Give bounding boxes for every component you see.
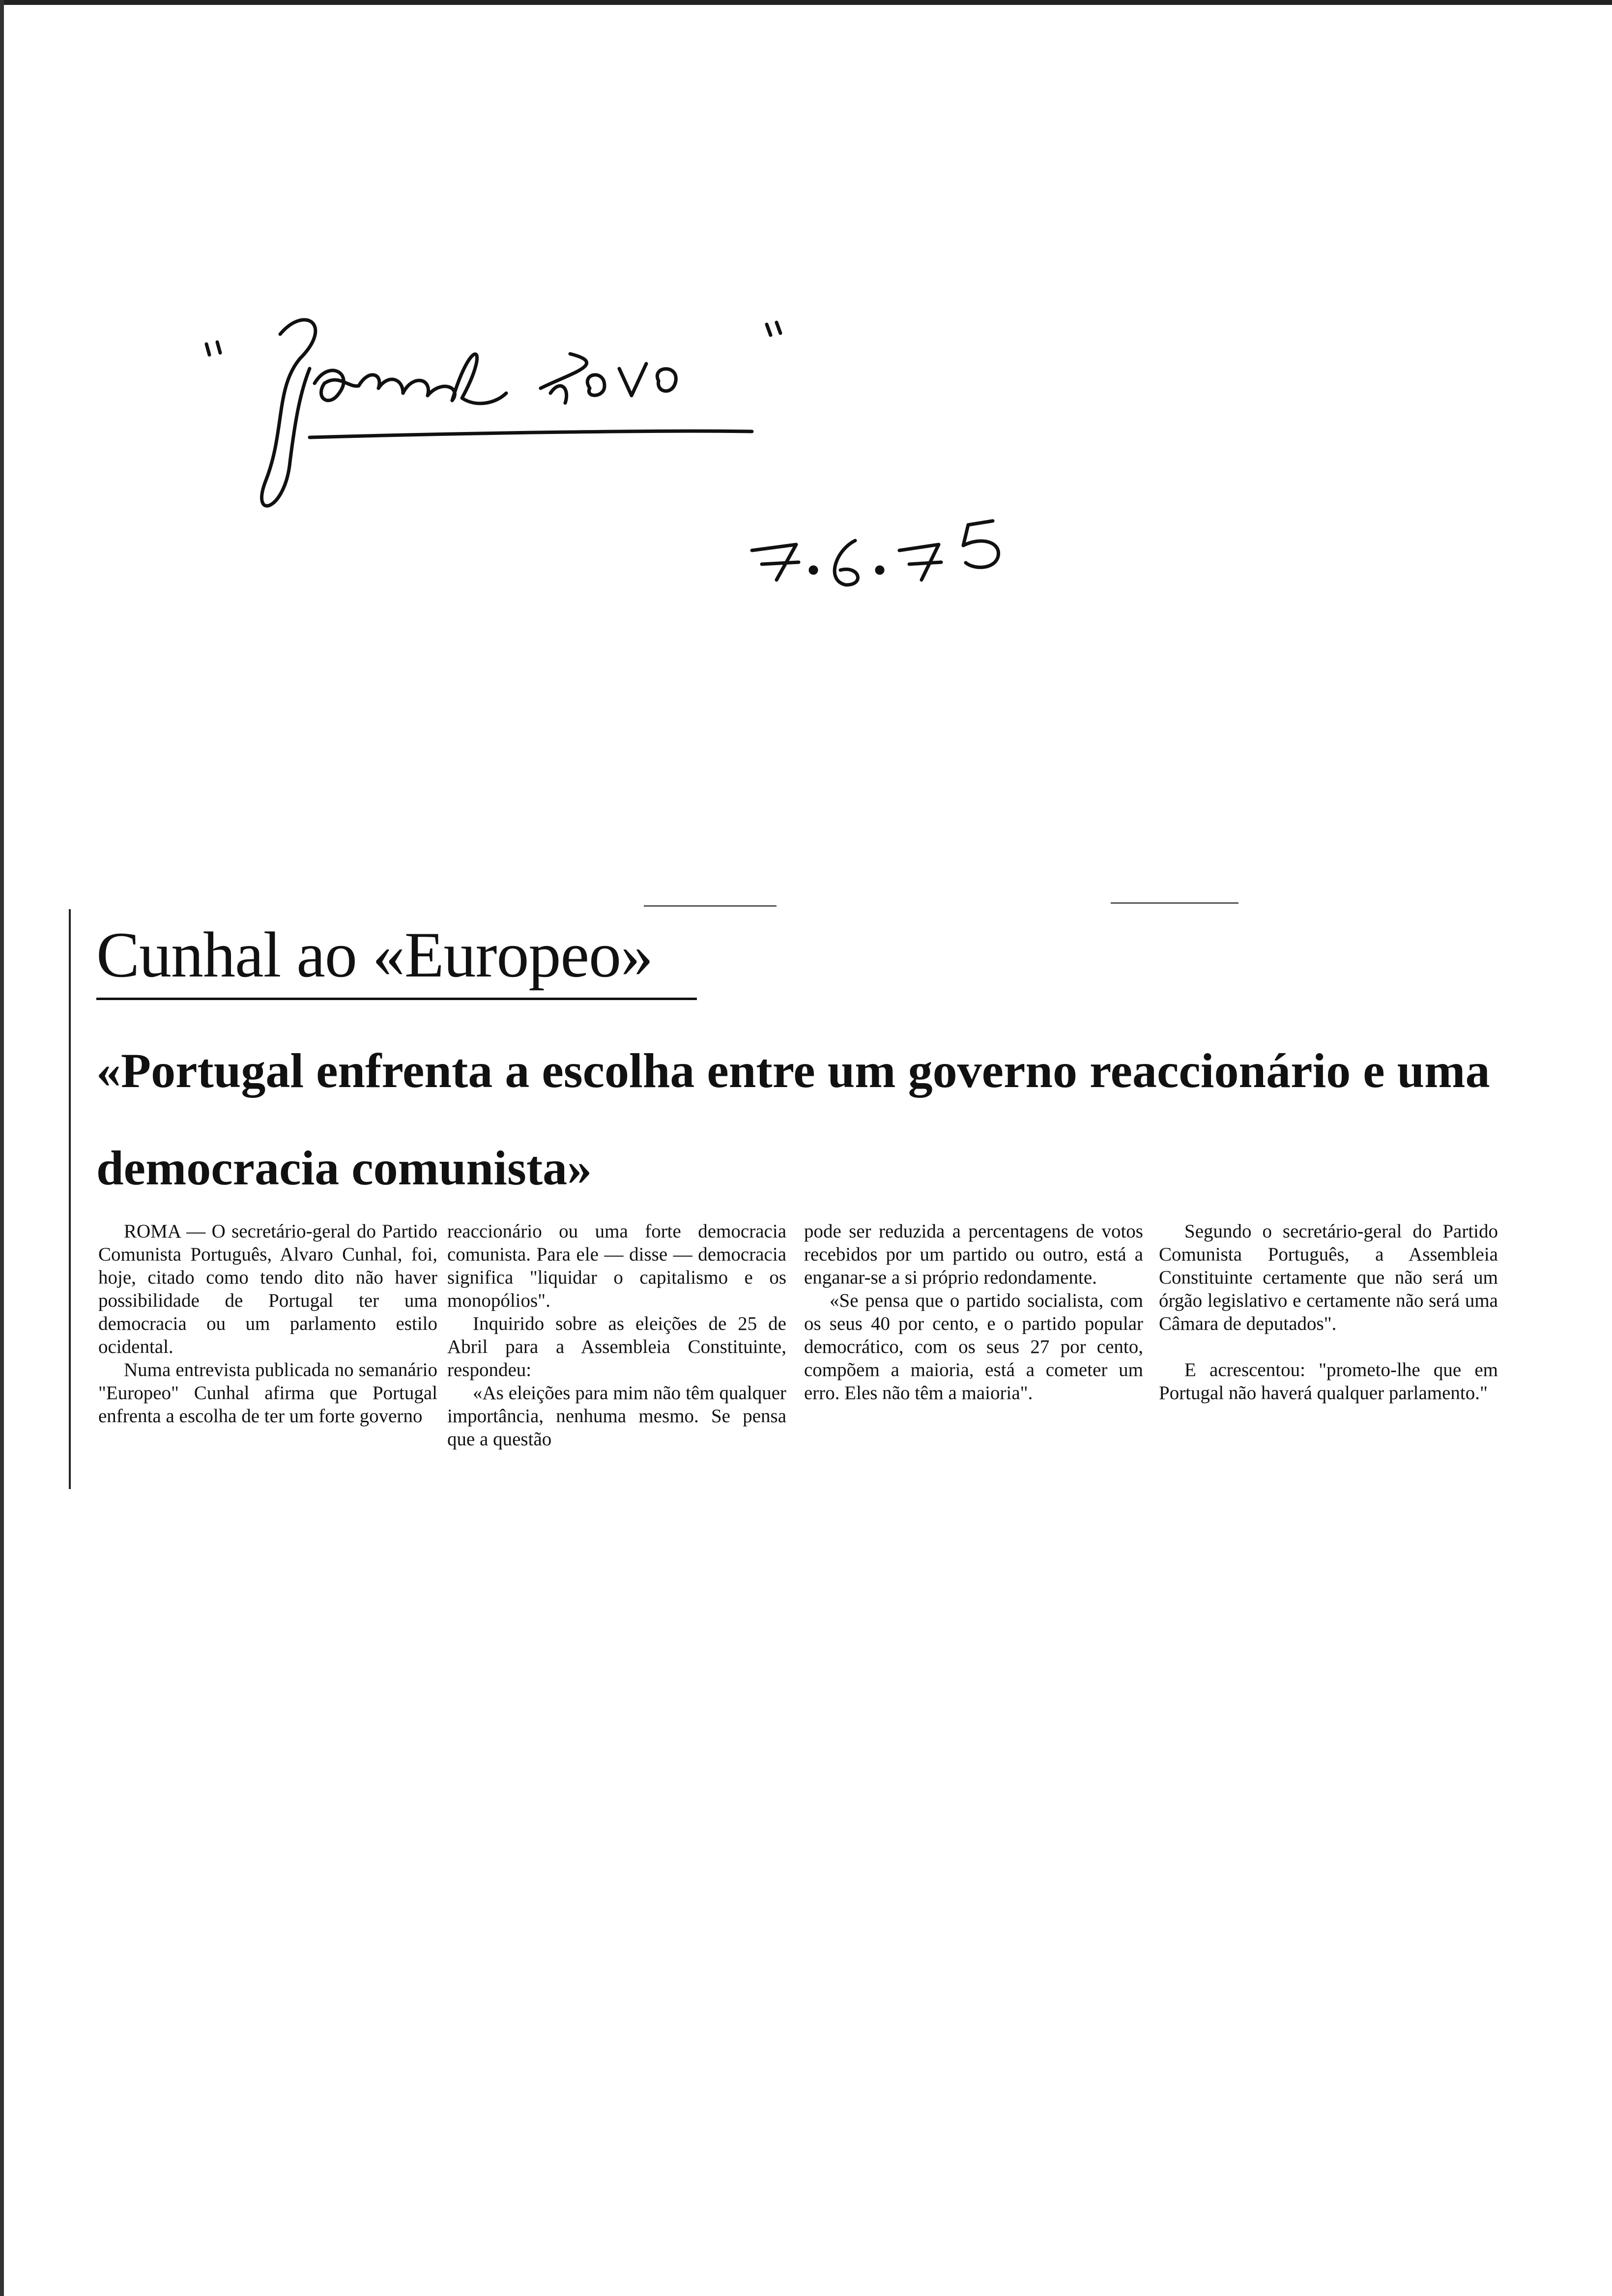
article-column-2 — [447, 1220, 786, 1451]
article-column-3 — [804, 1220, 1143, 1405]
article-subheadline: «Portugal enfrenta a escolha entre um governo reaccionário e uma democracia comunista» — [96, 1043, 1490, 1195]
top-rule-left — [644, 905, 777, 907]
article-headline: Cunhal ao «Europeo» — [96, 918, 653, 991]
paragraph: E acrescentou: "prometo-lhe que em Portugal não haverá qualquer parlamento." — [1159, 1359, 1498, 1404]
paragraph: Segundo o secretário-geral do Partido Comunista Português, a Assembleia Constituinte certamente que não será um órgão legislativo e certamente não será uma Câmara de deputados". — [1159, 1221, 1498, 1334]
paragraph: «Se pensa que o partido socialista, com os seus 40 por cento, e o partido popular democrático, com os seus 27 por cento, compõem a maioria, está a cometer um erro. Eles não têm a maioria". — [804, 1290, 1143, 1404]
paragraph: Numa entrevista publicada no semanário "Europeo" Cunhal afirma que Portugal enfrenta a escolha de ter um forte governo — [98, 1359, 437, 1427]
headline-underline — [96, 998, 697, 1000]
article-column-1 — [98, 1220, 437, 1428]
paragraph: Inquirido sobre as eleições de 25 de Abril para a Assembleia Constituinte, respondeu: — [447, 1313, 786, 1380]
paragraph: reaccionário ou uma forte democracia comunista. Para ele — disse — democracia significa "liquidar o capitalismo e os monopólios". — [447, 1221, 786, 1311]
clipping-left-rule — [69, 909, 71, 1489]
paragraph: pode ser reduzida a percentagens de votos recebidos por um partido ou outro, está a enganar-se a si próprio redondamente. — [804, 1221, 1143, 1288]
paragraph: ROMA — O secretário-geral do Partido Comunista Português, Alvaro Cunhal, foi, hoje, citado como tendo dito não haver possibilidade de Portugal ter uma democracia ou um parlamento estilo ocidental. — [98, 1221, 437, 1357]
article-column-4 — [1159, 1220, 1498, 1405]
top-rule-right — [1111, 902, 1238, 904]
paragraph: «As eleições para mim não têm qualquer importância, nenhuma mesmo. Se pensa que a questão — [447, 1382, 786, 1450]
